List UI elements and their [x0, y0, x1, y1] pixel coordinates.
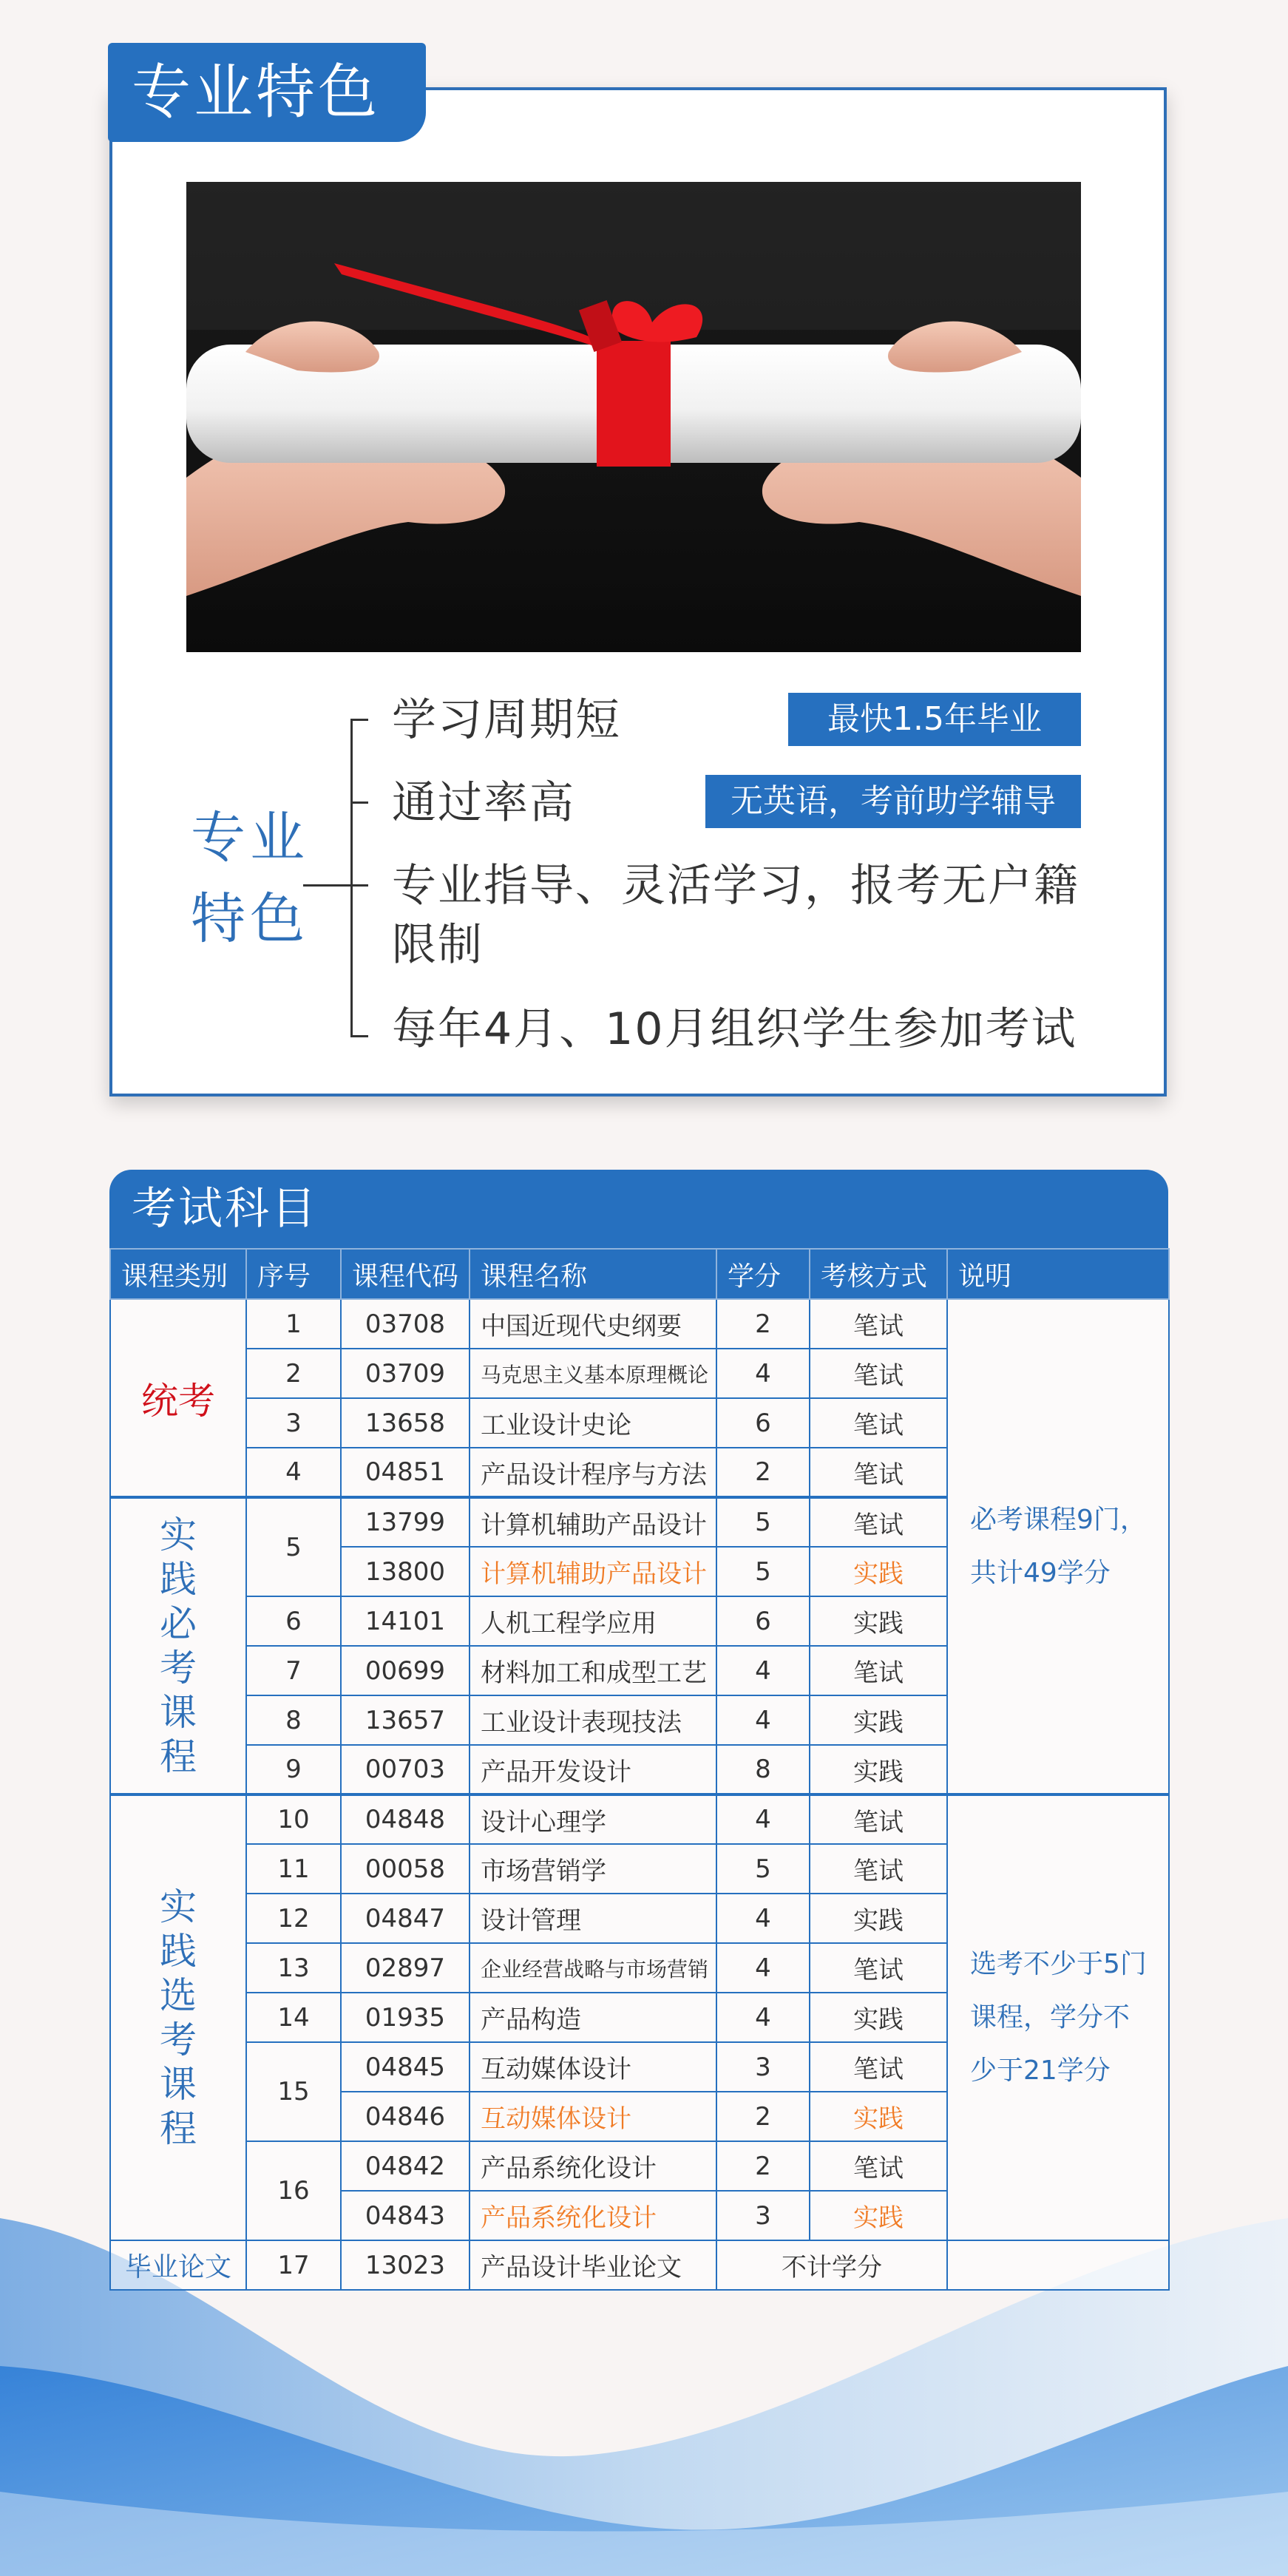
col-header: 学分: [716, 1249, 810, 1299]
cell-code: 03709: [341, 1349, 470, 1398]
cell-method: 笔试: [810, 2141, 947, 2191]
cell-method: 实践: [810, 1695, 947, 1745]
cell-code: 04845: [341, 2042, 470, 2092]
category-thesis: 毕业论文: [110, 2240, 246, 2290]
table-row: [110, 2240, 1169, 2290]
cell-name: 人机工程学应用: [470, 1596, 716, 1646]
cell-no: 1: [246, 1299, 341, 1349]
cell-no: 4: [246, 1448, 341, 1497]
cell-name: 市场营销学: [470, 1844, 716, 1894]
exam-title: 考试科目: [109, 1170, 1168, 1248]
category-practice-required: 实 践 必 考 课 程: [110, 1497, 246, 1794]
table-header-row: [110, 1249, 1169, 1299]
cell-code: 13657: [341, 1695, 470, 1745]
cell-name: 产品开发设计: [470, 1745, 716, 1794]
cell-credit: 4: [716, 1894, 810, 1943]
col-header: 说明: [947, 1249, 1169, 1299]
cell-method: 笔试: [810, 1349, 947, 1398]
cell-no: 6: [246, 1596, 341, 1646]
feature-item-2: 通过率高: [392, 777, 575, 829]
cell-no: 5: [246, 1497, 341, 1596]
cell-no: 2: [246, 1349, 341, 1398]
cell-code: 03708: [341, 1299, 470, 1349]
cell-method: 实践: [810, 2092, 947, 2141]
cell-credit: 4: [716, 1943, 810, 1993]
cell-code: 04843: [341, 2191, 470, 2240]
cell-name: 产品构造: [470, 1993, 716, 2042]
cell-code: 13800: [341, 1547, 470, 1596]
cell-credit: 3: [716, 2042, 810, 2092]
cell-code: 04847: [341, 1894, 470, 1943]
cell-credit: 5: [716, 1497, 810, 1547]
cell-name: 马克思主义基本原理概论: [470, 1349, 716, 1398]
bracket-tick-2: [350, 801, 368, 804]
cell-code: 00703: [341, 1745, 470, 1794]
cell-code: 14101: [341, 1596, 470, 1646]
cell-method: 实践: [810, 1547, 947, 1596]
cell-no: 9: [246, 1745, 341, 1794]
cell-code: 00699: [341, 1646, 470, 1695]
category-unified: 统考: [110, 1299, 246, 1497]
category-practice-elective: 实 践 选 考 课 程: [110, 1794, 246, 2240]
cell-code: 00058: [341, 1844, 470, 1894]
cell-credit: 4: [716, 1993, 810, 2042]
cell-credit: 3: [716, 2191, 810, 2240]
cell-no: 14: [246, 1993, 341, 2042]
cell-name: 产品设计毕业论文: [470, 2240, 716, 2290]
cell-method: 笔试: [810, 2042, 947, 2092]
cell-credit: 5: [716, 1547, 810, 1596]
cell-credit: 2: [716, 2092, 810, 2141]
table-row: [110, 1299, 1169, 1349]
cell-method: 笔试: [810, 1943, 947, 1993]
cell-no: 17: [246, 2240, 341, 2290]
cell-name: 中国近现代史纲要: [470, 1299, 716, 1349]
cell-no: 13: [246, 1943, 341, 1993]
cell-name: 计算机辅助产品设计: [470, 1547, 716, 1596]
cell-no: 10: [246, 1794, 341, 1844]
bracket-tick-3: [350, 884, 368, 887]
bracket-tick-4: [350, 1035, 368, 1037]
exam-table: [109, 1248, 1170, 2291]
cell-name: 设计管理: [470, 1894, 716, 1943]
cell-no: 7: [246, 1646, 341, 1695]
col-header: 课程代码: [341, 1249, 470, 1299]
cell-credit: 2: [716, 1299, 810, 1349]
feature-item-3: 专业指导、灵活学习，报考无户籍 限制: [392, 860, 1079, 971]
feature-item-4: 每年4月、10月组织学生参加考试: [392, 1003, 1077, 1055]
feature-badge-2: 无英语，考前助学辅导: [705, 775, 1081, 828]
bracket-vertical: [350, 719, 353, 1037]
cell-method: 实践: [810, 1745, 947, 1794]
cell-method: 笔试: [810, 1646, 947, 1695]
cell-no: 16: [246, 2141, 341, 2240]
cell-name: 互动媒体设计: [470, 2092, 716, 2141]
diploma-photo: [186, 182, 1081, 652]
cell-credit: 4: [716, 1349, 810, 1398]
cell-no: 8: [246, 1695, 341, 1745]
cell-name: 工业设计表现技法: [470, 1695, 716, 1745]
cell-name: 计算机辅助产品设计: [470, 1497, 716, 1547]
cell-no: 11: [246, 1844, 341, 1894]
cell-name: 工业设计史论: [470, 1398, 716, 1448]
col-header: 序号: [246, 1249, 341, 1299]
cell-note-empty: [947, 2240, 1169, 2290]
cell-name: 互动媒体设计: [470, 2042, 716, 2092]
cell-credit: 4: [716, 1646, 810, 1695]
cell-method: 笔试: [810, 1497, 947, 1547]
features-side-label: 专业 特色: [191, 806, 309, 951]
cell-credit: 2: [716, 2141, 810, 2191]
cell-name: 材料加工和成型工艺: [470, 1646, 716, 1695]
col-header: 课程名称: [470, 1249, 716, 1299]
cell-method: 笔试: [810, 1794, 947, 1844]
cell-name: 设计心理学: [470, 1794, 716, 1844]
cell-code: 13023: [341, 2240, 470, 2290]
feature-item-1: 学习周期短: [392, 694, 621, 746]
cell-method: 笔试: [810, 1299, 947, 1349]
cell-code: 04848: [341, 1794, 470, 1844]
feature-badge-1: 最快1.5年毕业: [788, 693, 1081, 746]
col-header: 考核方式: [810, 1249, 947, 1299]
bracket-tick-1: [350, 719, 368, 721]
cell-no: 12: [246, 1894, 341, 1943]
col-header: 课程类别: [110, 1249, 246, 1299]
cell-name: 产品系统化设计: [470, 2141, 716, 2191]
cell-code: 04842: [341, 2141, 470, 2191]
cell-credit: 4: [716, 1794, 810, 1844]
cell-credit: 4: [716, 1695, 810, 1745]
cell-method: 实践: [810, 2191, 947, 2240]
cell-method: 笔试: [810, 1448, 947, 1497]
cell-name: 产品设计程序与方法: [470, 1448, 716, 1497]
cell-credit-method: 不计学分: [716, 2240, 947, 2290]
cell-code: 04851: [341, 1448, 470, 1497]
cell-method: 实践: [810, 1596, 947, 1646]
cell-name: 产品系统化设计: [470, 2191, 716, 2240]
note-required: 必考课程9门， 共计49学分: [947, 1299, 1169, 1794]
cell-code: 13658: [341, 1398, 470, 1448]
cell-code: 13799: [341, 1497, 470, 1547]
cell-credit: 6: [716, 1596, 810, 1646]
cell-credit: 5: [716, 1844, 810, 1894]
cell-credit: 2: [716, 1448, 810, 1497]
cell-code: 02897: [341, 1943, 470, 1993]
table-row: [110, 1794, 1169, 1844]
cell-code: 04846: [341, 2092, 470, 2141]
cell-credit: 6: [716, 1398, 810, 1448]
features-title: 专业特色: [108, 43, 426, 142]
cell-method: 实践: [810, 1894, 947, 1943]
cell-method: 笔试: [810, 1398, 947, 1448]
cell-name: 企业经营战略与市场营销: [470, 1943, 716, 1993]
bracket-connector: [303, 884, 352, 887]
cell-credit: 8: [716, 1745, 810, 1794]
cell-method: 实践: [810, 1993, 947, 2042]
cell-no: 3: [246, 1398, 341, 1448]
note-elective: 选考不少于5门 课程，学分不 少于21学分: [947, 1794, 1169, 2240]
cell-code: 01935: [341, 1993, 470, 2042]
cell-method: 笔试: [810, 1844, 947, 1894]
cell-no: 15: [246, 2042, 341, 2141]
